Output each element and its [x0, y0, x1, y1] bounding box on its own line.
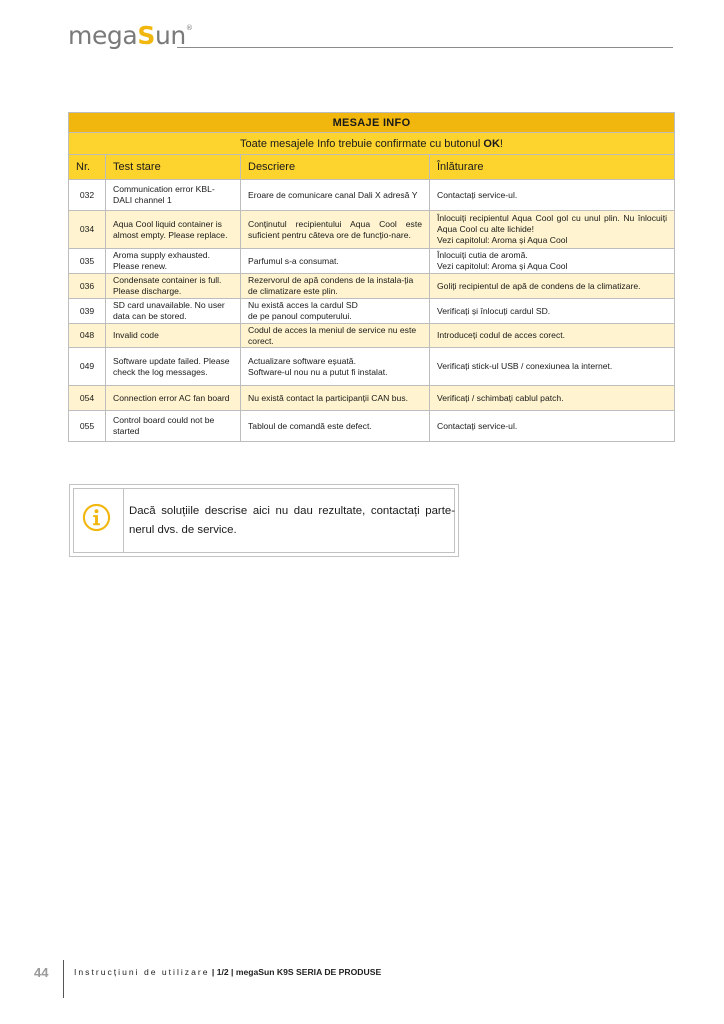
table-title-row: [69, 113, 675, 133]
cell-test: Control board could not be started: [106, 411, 241, 442]
table-row: [69, 299, 675, 324]
table-row: [69, 411, 675, 442]
cell-desc-line: de pe panoul computerului.: [248, 311, 352, 321]
cell-desc: Conținutul recipientului Aqua Cool este suficient pentru câteva ore de funcțio-nare.: [241, 211, 430, 249]
cell-test: Aqua Cool liquid container is almost empty. Please replace.: [106, 211, 241, 249]
table-note-text: Toate mesajele Info trebuie confirmate cu butonul: [240, 137, 484, 150]
cell-desc: Codul de acces la meniul de service nu este corect.: [241, 324, 430, 348]
table-row: [69, 348, 675, 386]
info-icon-cell: [74, 489, 124, 552]
cell-test: Connection error AC fan board: [106, 386, 241, 411]
cell-fix-line: Înlocuiți cutia de aromă.: [437, 250, 528, 260]
page-number: 44: [34, 965, 49, 980]
table-note-row: [69, 133, 675, 155]
cell-desc: [241, 299, 430, 324]
info-messages-table: [68, 112, 675, 442]
info-note-text: Dacă soluțiile descrise aici nu dau rezultate, contactați parte-nerul dvs. de service.: [129, 505, 455, 536]
brand-logo-suffix: un: [154, 21, 186, 50]
cell-test: Communication error KBL-DALI channel 1: [106, 180, 241, 211]
cell-desc: Rezervorul de apă condens de la instala-ția de climatizare este plin.: [241, 274, 430, 299]
footer-label: [74, 967, 381, 977]
table-row: [69, 180, 675, 211]
cell-nr: 034: [69, 211, 106, 249]
cell-fix: Contactați service-ul.: [430, 180, 675, 211]
footer-separator: |: [209, 967, 217, 977]
ok-keyword: OK: [483, 137, 500, 150]
table-note: [69, 133, 675, 155]
column-header-nr: Nr.: [69, 155, 106, 180]
cell-desc: Tabloul de comandă este defect.: [241, 411, 430, 442]
table-row: [69, 324, 675, 348]
cell-nr: 048: [69, 324, 106, 348]
cell-fix: Introduceți codul de acces corect.: [430, 324, 675, 348]
cell-fix-line: Înlocuiți recipientul Aqua Cool gol cu unul plin. Nu înlocuiți Aqua Cool cu alte lichide!: [437, 213, 667, 234]
info-note-box: [69, 484, 459, 557]
cell-fix-ref: Vezi capitolul: Aroma și Aqua Cool: [437, 261, 568, 271]
cell-desc-line: Software-ul nou nu a putut fi instalat.: [248, 366, 388, 377]
column-header-desc: Descriere: [241, 155, 430, 180]
footer-separator: |: [228, 967, 236, 977]
info-note-inner: [73, 488, 455, 553]
footer-product: megaSun K9S SERIA DE PRODUSE: [235, 967, 382, 977]
cell-fix: [430, 211, 675, 249]
cell-nr: 036: [69, 274, 106, 299]
cell-fix: [430, 249, 675, 274]
cell-nr: 054: [69, 386, 106, 411]
cell-nr: 035: [69, 249, 106, 274]
table-note-end: !: [499, 137, 503, 150]
cell-test: Condensate container is full. Please discharge.: [106, 274, 241, 299]
footer-doc-label: Instrucțiuni de utilizare: [74, 967, 210, 977]
info-icon: [82, 503, 111, 532]
cell-fix: Verificați și înlocuți cardul SD.: [430, 299, 675, 324]
footer-divider: [63, 960, 64, 998]
table-title: MESAJE INFO: [69, 113, 675, 133]
cell-nr: 055: [69, 411, 106, 442]
cell-desc-line: Nu există acces la cardul SD: [248, 300, 358, 310]
table-row: [69, 274, 675, 299]
cell-fix: Verificați stick-ul USB / conexiunea la internet.: [430, 348, 675, 386]
cell-fix-ref: Vezi capitolul: Aroma și Aqua Cool: [437, 235, 568, 245]
cell-fix: Contactați service-ul.: [430, 411, 675, 442]
cell-nr: 032: [69, 180, 106, 211]
brand-logo-prefix: mega: [68, 21, 138, 50]
cell-test: Aroma supply exhausted. Please renew.: [106, 249, 241, 274]
registered-mark: ®: [185, 24, 193, 32]
column-header-fix: Înlăturare: [430, 155, 675, 180]
table-header-row: [69, 155, 675, 180]
table-row: [69, 386, 675, 411]
header-divider: [177, 47, 673, 48]
cell-nr: 039: [69, 299, 106, 324]
column-header-test: Test stare: [106, 155, 241, 180]
cell-fix: Goliți recipientul de apă de condens de la climatizare.: [430, 274, 675, 299]
cell-test: SD card unavailable. No user data can be stored.: [106, 299, 241, 324]
cell-fix: Verificați / schimbați cablul patch.: [430, 386, 675, 411]
cell-desc-line: Actualizare software eșuată.: [248, 355, 356, 366]
cell-desc: Parfumul s-a consumat.: [241, 249, 430, 274]
cell-nr: 049: [69, 348, 106, 386]
table-row: [69, 211, 675, 249]
footer-part: 1/2: [216, 967, 229, 977]
table-row: [69, 249, 675, 274]
cell-desc: [241, 348, 430, 386]
cell-desc: Eroare de comunicare canal Dali X adresă Y: [241, 180, 430, 211]
brand-logo: [68, 20, 192, 52]
cell-test: Invalid code: [106, 324, 241, 348]
cell-test: Software update failed. Please check the log messages.: [106, 348, 241, 386]
brand-logo-s: S: [137, 21, 155, 50]
cell-desc: Nu există contact la participanții CAN bus.: [241, 386, 430, 411]
